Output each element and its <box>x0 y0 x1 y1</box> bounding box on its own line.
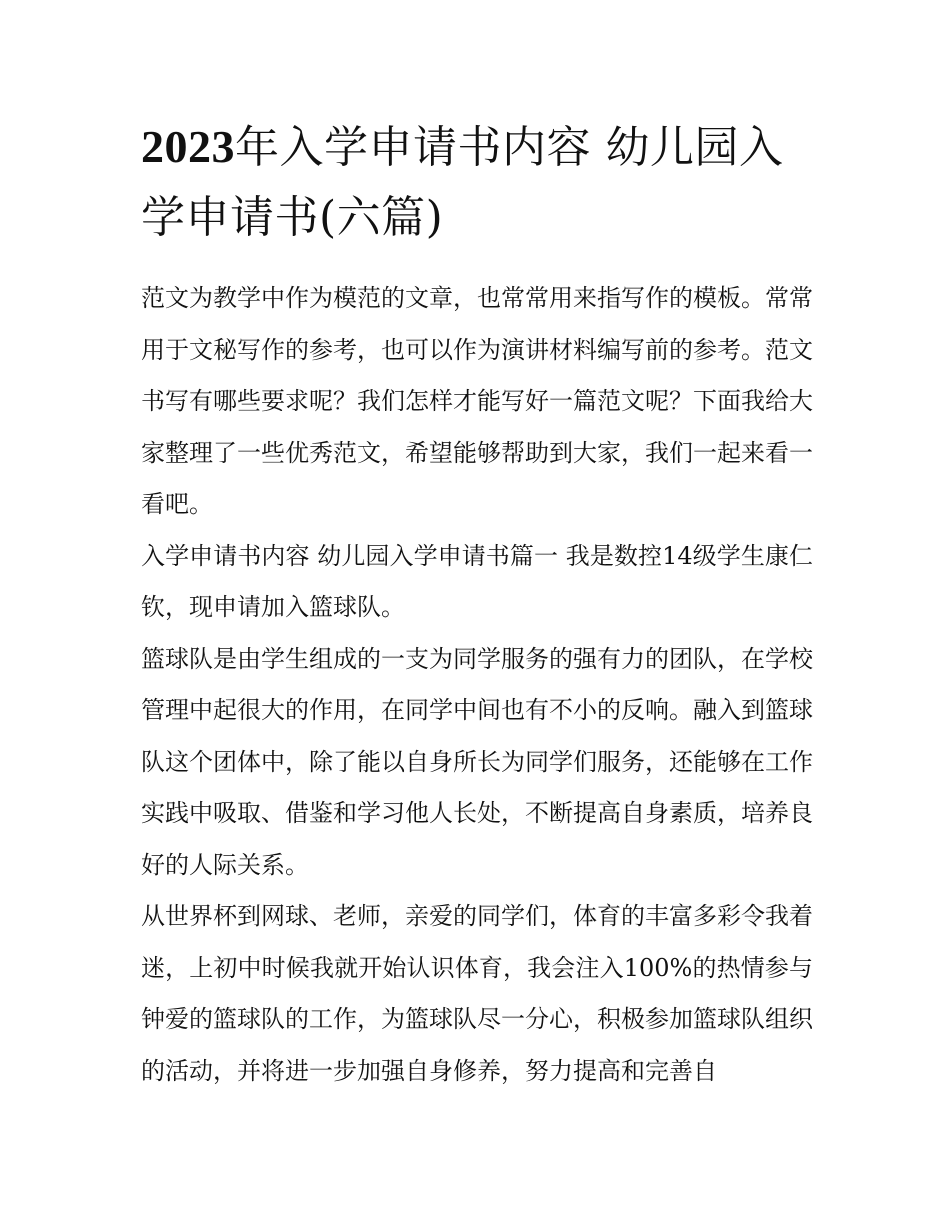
paragraph-application: 入学申请书内容 幼儿园入学申请书篇一 我是数控14级学生康仁钦，现申请加入篮球队。 <box>141 541 813 621</box>
title-year: 2023 <box>141 121 235 172</box>
paragraph-sports: 从世界杯到网球、老师，亲爱的同学们，体育的丰富多彩令我着迷，上初中时候我就开始认识体育，我会注入100%的热情参与钟爱的篮球队的工作，为篮球队尽一分心，积极参加篮球队组织的活动，并将进一步加强自身修养，努力提高和完善自 <box>141 902 813 1085</box>
document-page <box>141 112 813 1097</box>
paragraph-intro: 范文为教学中作为模范的文章，也常常用来指写作的模板。常常用于文秘写作的参考，也可以作为演讲材料编写前的参考。范文书写有哪些要求呢？我们怎样才能写好一篇范文呢？下面我给大家整理了一些优秀范文，希望能够帮助到大家，我们一起来看一看吧。 <box>141 284 813 518</box>
paragraph-team: 篮球队是由学生组成的一支为同学服务的强有力的团队，在学校管理中起很大的作用，在同学中间也有不小的反响。融入到篮球队这个团体中，除了能以自身所长为同学们服务，还能够在工作实践中吸取、借鉴和学习他人长处，不断提高自身素质，培养良好的人际关系。 <box>141 644 813 879</box>
document-title <box>141 112 813 253</box>
title-text: 年入学申请书内容 幼儿园入学申请书(六篇) <box>141 122 784 243</box>
